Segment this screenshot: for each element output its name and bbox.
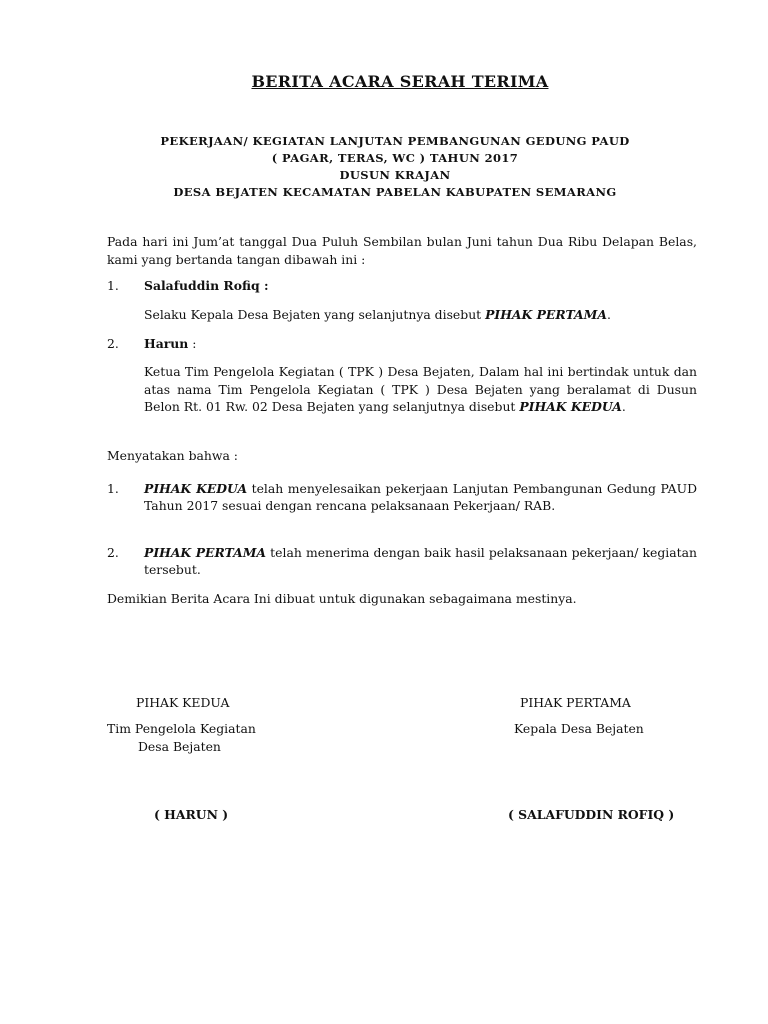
right-signatory-org: Kepala Desa Bejaten <box>514 721 644 736</box>
opening-paragraph: Pada hari ini Jum’at tanggal Dua Puluh Sembilan bulan Juni tahun Dua Ribu Delapan Belas, kami yang bertanda tangan dibawah ini : <box>107 234 697 267</box>
left-signatory-name: ( HARUN ) <box>154 807 229 822</box>
party-name: Salafuddin Rofiq : <box>144 278 269 293</box>
document-title: BERITA ACARA SERAH TERIMA <box>251 72 549 91</box>
left-signatory-role: PIHAK KEDUA <box>136 695 230 710</box>
right-signatory-role: PIHAK PERTAMA <box>520 695 631 710</box>
statement-intro: Menyatakan bahwa : <box>107 448 238 463</box>
left-signatory-org: Tim Pengelola Kegiatan <box>107 721 256 736</box>
statement-number: 1. <box>107 481 119 496</box>
statement-number: 2. <box>107 545 119 560</box>
right-signatory-name: ( SALAFUDDIN ROFIQ ) <box>508 807 675 822</box>
left-signatory-org: Desa Bejaten <box>138 739 221 754</box>
party-description: Selaku Kepala Desa Bejaten yang selanjutnya disebut PIHAK PERTAMA. <box>144 307 611 322</box>
subtitle-line: PEKERJAAN/ KEGIATAN LANJUTAN PEMBANGUNAN GEDUNG PAUD <box>160 134 630 148</box>
party-name: Harun : <box>144 336 197 351</box>
party-number: 2. <box>107 336 119 351</box>
subtitle-line: DUSUN KRAJAN <box>339 168 451 182</box>
closing-paragraph: Demikian Berita Acara Ini dibuat untuk digunakan sebagaimana mestinya. <box>107 591 577 606</box>
statement-text: PIHAK PERTAMA telah menerima dengan baik hasil pelaksanaan pekerjaan/ kegiatan tersebut. <box>144 545 697 577</box>
subtitle-line: DESA BEJATEN KECAMATAN PABELAN KABUPATEN SEMARANG <box>173 185 617 199</box>
party-number: 1. <box>107 278 119 293</box>
subtitle-line: ( PAGAR, TERAS, WC ) TAHUN 2017 <box>271 151 519 165</box>
party-description: Ketua Tim Pengelola Kegiatan ( TPK ) Desa Bejaten, Dalam hal ini bertindak untuk dan atas nama Tim Pengelola Kegiatan ( TPK ) Desa Bejaten yang beralamat di Dusun Belon Rt. 01 Rw. 02 Desa Bejaten yang selanjutnya disebut PIHAK KEDUA. <box>144 364 697 414</box>
statement-text: PIHAK KEDUA telah menyelesaikan pekerjaan Lanjutan Pembangunan Gedung PAUD Tahun 2017 sesuai dengan rencana pelaksanaan Pekerjaan/ RAB. <box>144 481 698 513</box>
